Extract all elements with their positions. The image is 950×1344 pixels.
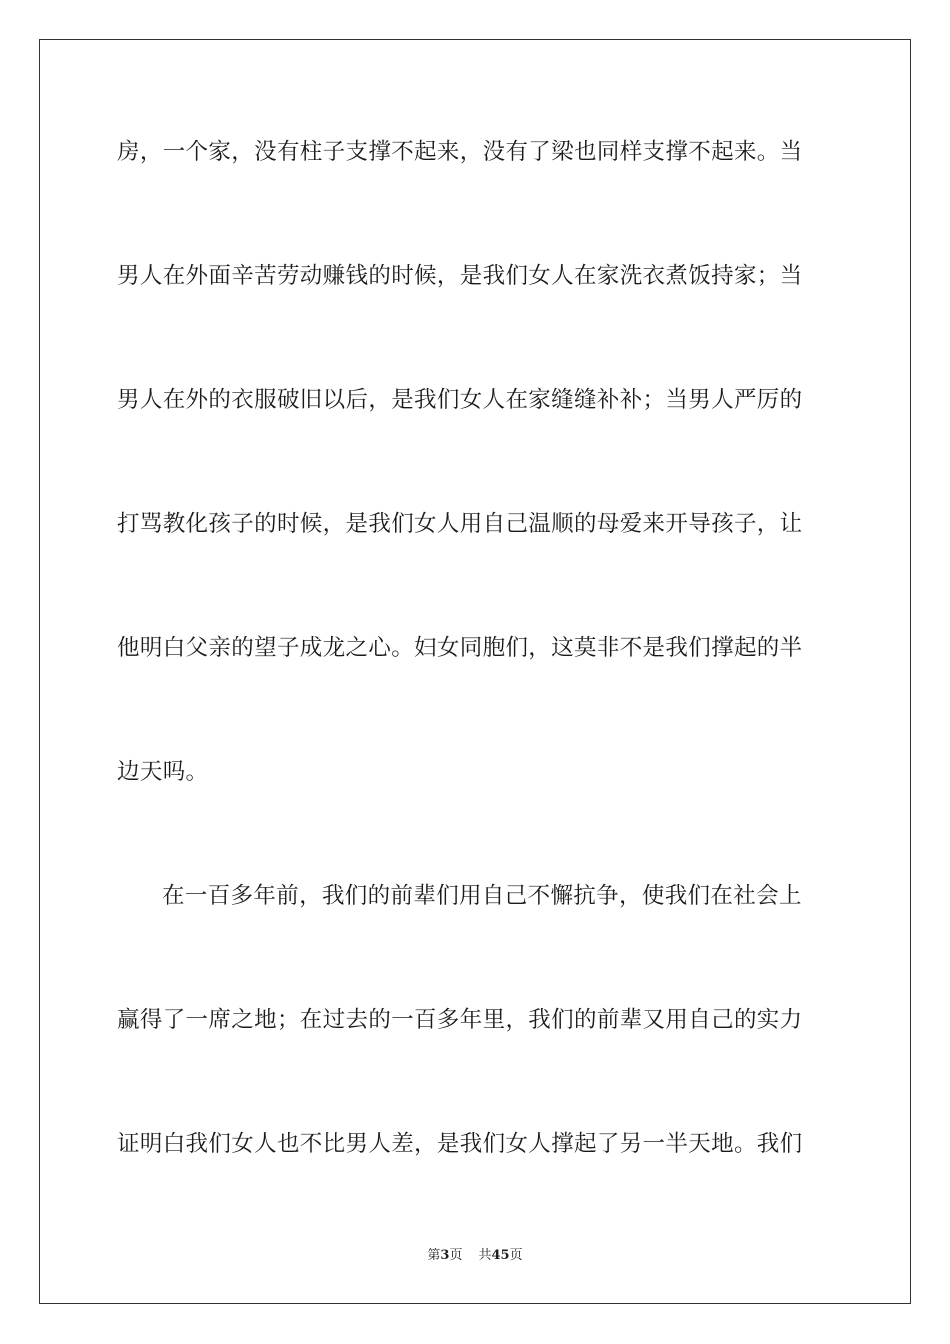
total-pages-number: 45	[491, 1248, 510, 1263]
total-label-suffix: 页	[509, 1248, 523, 1263]
current-page-number: 3	[440, 1248, 450, 1263]
body-text-line: 房，一个家，没有柱子支撑不起来，没有了梁也同样支撑不起来。当	[117, 139, 803, 165]
paragraph-first-line: 在一百多年前，我们的前辈们用自己不懈抗争，使我们在社会上	[162, 883, 802, 909]
body-text-line: 男人在外面辛苦劳动赚钱的时候，是我们女人在家洗衣煮饭持家；当	[117, 263, 803, 289]
body-text-line: 他明白父亲的望子成龙之心。妇女同胞们，这莫非不是我们撑起的半	[117, 635, 803, 661]
body-text-line: 男人在外的衣服破旧以后，是我们女人在家缝缝补补；当男人严厉的	[117, 387, 803, 413]
page-border	[39, 39, 911, 1304]
page-label-prefix: 第	[427, 1248, 441, 1263]
body-text-line: 赢得了一席之地；在过去的一百多年里，我们的前辈又用自己的实力	[117, 1007, 803, 1033]
page-footer	[0, 1247, 950, 1265]
total-label-prefix: 共	[478, 1248, 492, 1263]
body-text-line: 证明白我们女人也不比男人差，是我们女人撑起了另一半天地。我们	[117, 1131, 803, 1157]
body-text-line: 边天吗。	[117, 759, 209, 785]
page-label-suffix: 页	[449, 1248, 463, 1263]
body-text-line: 打骂教化孩子的时候，是我们女人用自己温顺的母爱来开导孩子，让	[117, 511, 803, 537]
